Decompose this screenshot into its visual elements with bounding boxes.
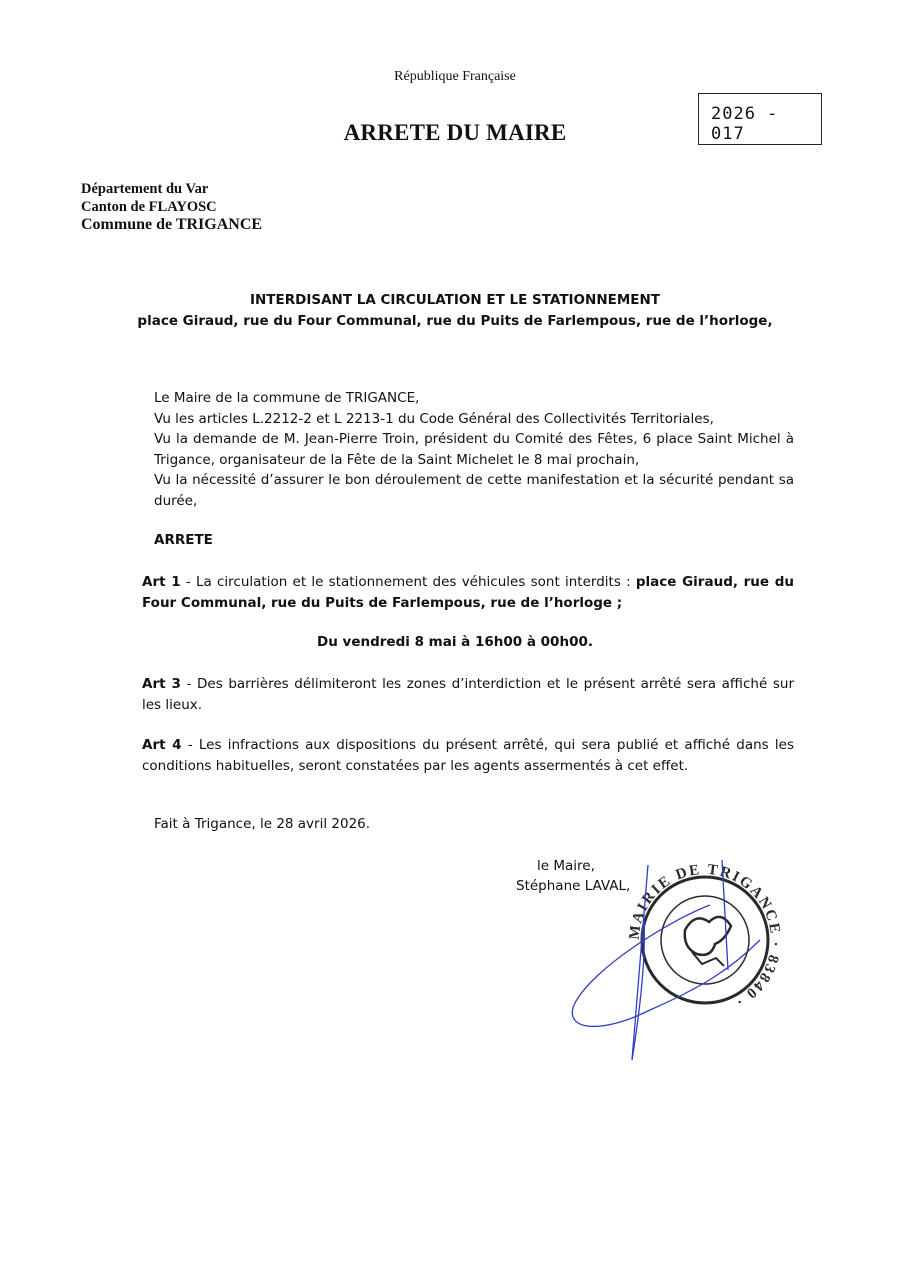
- arrete-heading: ARRETE: [154, 532, 213, 548]
- article-3-label: Art 3: [142, 676, 181, 692]
- mayor-name: Stéphane LAVAL,: [516, 878, 631, 894]
- administration-block: [81, 180, 262, 234]
- article-4-label: Art 4: [142, 737, 182, 753]
- date-line: Du vendredi 8 mai à 16h00 à 00h00.: [317, 634, 593, 650]
- intro-necessity: Vu la nécessité d’assurer le bon déroulement de cette manifestation et la sécurité pendant sa durée,: [154, 472, 794, 509]
- mayor-role: le Maire,: [537, 858, 595, 874]
- subject-line-1: INTERDISANT LA CIRCULATION ET LE STATIONNEMENT: [249, 292, 661, 308]
- article-1-places: place Giraud, rue du Four Communal, rue du Puits de Farlempous, rue de l’horloge ;: [142, 574, 794, 611]
- commune-label: Commune de TRIGANCE: [81, 216, 263, 233]
- fait-line: Fait à Trigance, le 28 avril 2026.: [154, 816, 371, 832]
- intro-request: Vu la demande de M. Jean-Pierre Troin, président du Comité des Fêtes, 6 place Saint Michel à Trigance, organisateur de la Fête de la Saint Michelet le 8 mai prochain,: [154, 431, 794, 468]
- article-3-text: - Des barrières délimiteront les zones d’interdiction et le présent arrêté sera affiché sur les lieux.: [142, 676, 794, 713]
- article-3: [142, 674, 794, 715]
- departement-label: Département du Var: [81, 181, 209, 197]
- article-1-text: - La circulation et le stationnement des véhicules sont interdits :: [180, 574, 636, 590]
- article-4-text: - Les infractions aux dispositions du présent arrêté, qui sera publié et affiché dans les conditions habituelles, seront constatées par les agents assermentés à cet effet.: [142, 737, 794, 774]
- seal-text: MAIRIE DE TRIGANCE · 83840 ·: [626, 861, 784, 1011]
- reference-box: [698, 93, 822, 145]
- intro-mayor: Le Maire de la commune de TRIGANCE,: [154, 390, 420, 406]
- page-title: ARRETE DU MAIRE: [343, 120, 567, 145]
- article-1: [142, 572, 794, 613]
- reference-number: 2026 - 017: [711, 104, 779, 144]
- canton-label: Canton de FLAYOSC: [81, 199, 217, 215]
- republic-label: République Française: [394, 69, 516, 84]
- article-4: [142, 735, 794, 776]
- intro-block: [154, 388, 794, 511]
- subject-heading: [0, 290, 900, 332]
- article-1-label: Art 1: [142, 574, 181, 590]
- subject-line-2: place Giraud, rue du Four Communal, rue du Puits de Farlempous, rue de l’horloge,: [137, 313, 773, 329]
- official-seal-and-signature: [560, 860, 790, 1070]
- intro-legal-basis: Vu les articles L.2212-2 et L 2213-1 du Code Général des Collectivités Territoriales,: [154, 410, 714, 427]
